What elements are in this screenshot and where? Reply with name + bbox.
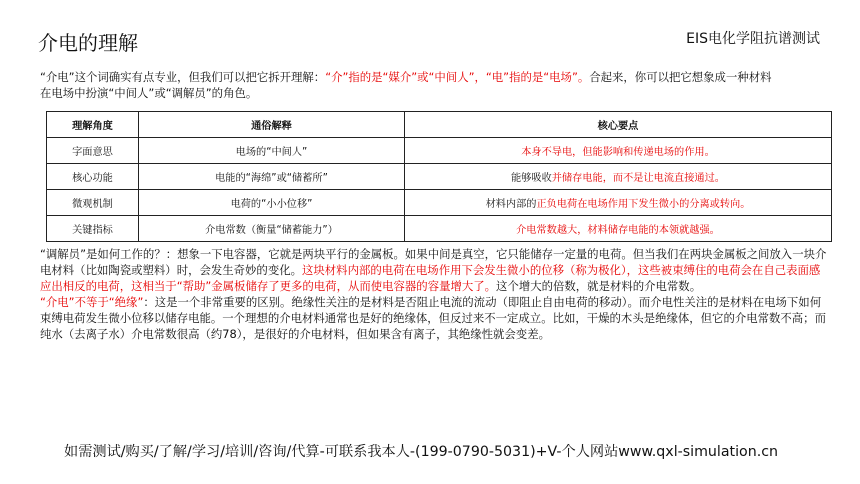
highlight-text: “介电”不等于“绝缘” bbox=[40, 295, 144, 309]
intro-highlight: “介”指的是“媒介”或“中间人”，“电”指的是“电场”。 bbox=[325, 70, 590, 84]
header-explanation: 通俗解释 bbox=[139, 112, 405, 138]
header-angle: 理解角度 bbox=[47, 112, 139, 138]
body-text: “调解员”是如何工作的？：想象一下电容器，它就是两块平行的金属板。如果中间是真空，它只能储存一定量的电荷。但当我们在两块金属板之间放入一块介电材料（比如陶瓷或塑料）时，会发生奇妙的变化。 bbox=[40, 247, 827, 277]
highlight-text: 这块材料内部的电荷在电场作用下会发生微小的位移（称为极化），这些被束缚住的电荷会在自己表面感应出相反的电荷，这相当于“帮助”金属板储存了更多的电荷，从而使电容器的容量增大了。 bbox=[40, 263, 821, 293]
cell-angle: 关键指标 bbox=[47, 216, 139, 242]
cell-angle: 核心功能 bbox=[47, 164, 139, 190]
cell-explanation: 电荷的“小小位移” bbox=[139, 190, 405, 216]
cell-key-point: 介电常数越大，材料储存电能的本领就越强。 bbox=[405, 216, 832, 242]
cell-explanation: 介电常数（衡量“储蓄能力”） bbox=[139, 216, 405, 242]
table-row bbox=[47, 138, 832, 164]
explanation-paragraph bbox=[40, 246, 830, 342]
table-row bbox=[47, 164, 832, 190]
intro-paragraph bbox=[40, 69, 830, 101]
table-row bbox=[47, 216, 832, 242]
cell-angle: 微观机制 bbox=[47, 190, 139, 216]
page-title: 介电的理解 bbox=[38, 31, 138, 55]
intro-text: 合起来，你可以把它想象成一种材料 bbox=[589, 70, 772, 84]
cell-explanation: 电场的“中间人” bbox=[139, 138, 405, 164]
cell-explanation: 电能的“海绵”或“储蓄所” bbox=[139, 164, 405, 190]
body-text: 这个增大的倍数，就是材料的介电常数。 bbox=[496, 279, 702, 293]
intro-text: 在电场中扮演“中间人”或“调解员”的角色。 bbox=[40, 86, 258, 100]
comparison-table bbox=[46, 111, 832, 242]
cell-key-point: 能够吸收并储存电能，而不是让电流直接通过。 bbox=[405, 164, 832, 190]
cell-key-point: 本身不导电，但能影响和传递电场的作用。 bbox=[405, 138, 832, 164]
topic-tag: EIS电化学阻抗谱测试 bbox=[686, 31, 820, 47]
cell-angle: 字面意思 bbox=[47, 138, 139, 164]
table-header-row bbox=[47, 112, 832, 138]
contact-footer: 如需测试/购买/了解/学习/培训/咨询/代算-可联系我本人-(199-0790-5031)+V-个人网站www.qxl-simulation.cn bbox=[64, 444, 779, 460]
cell-key-point: 材料内部的正负电荷在电场作用下发生微小的分离或转向。 bbox=[405, 190, 832, 216]
header-key-points: 核心要点 bbox=[405, 112, 832, 138]
body-text: ：这是一个非常重要的区别。绝缘性关注的是材料是否阻止电流的流动（即阻止自由电荷的移动）。而介电性关注的是材料在电场下如何束缚电荷发生微小位移以储存电能。一个理想的介电材料通常也是好的绝缘体，但反过来不一定成立。比如，干燥的木头是绝缘体，但它的介电常数不高；而纯水（去离子水）介电常数很高（约78），是很好的介电材料，但如果含有离子，其绝缘性就会变差。 bbox=[40, 295, 826, 341]
intro-text: “介电”这个词确实有点专业，但我们可以把它拆开理解： bbox=[40, 70, 326, 84]
table-row bbox=[47, 190, 832, 216]
